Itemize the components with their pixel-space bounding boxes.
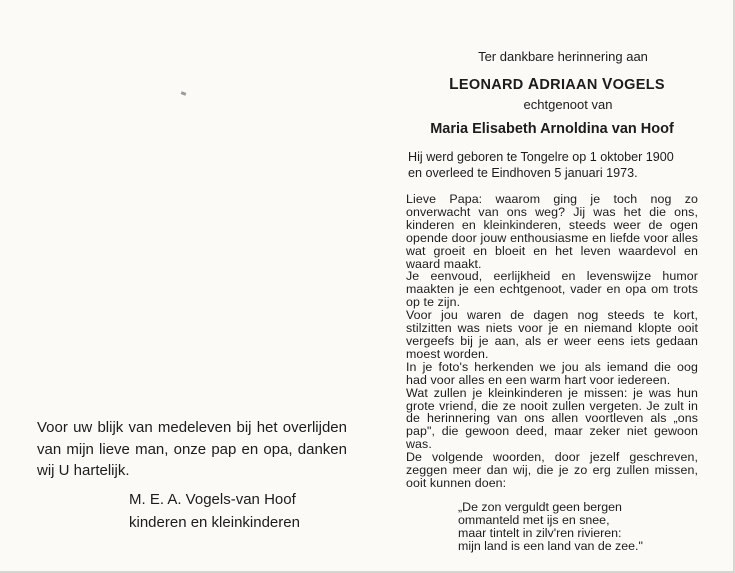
tribute-paragraph: Wat zullen je kleinkinderen je missen: je was hun grote vriend, die ze nooit zullen vergeten. Je zult in de herinnering van ons allen voortleven als „ons pap", die gewoon deed, maar zeker niet gewoon was.	[406, 385, 698, 452]
intro-line: Ter dankbare herinnering aan	[478, 49, 648, 64]
signature-name: M. E. A. Vogels-van Hoof	[129, 490, 296, 508]
tribute-paragraph: Lieve Papa: waarom ging je toch nog zo onverwacht van ons weg? Jij was het die ons, kinderen en kleinkinderen, steeds weer de ogen opende door jouw enthousiasme en liefde voor alles wat groeit en bloeit en het leven waardevol en waard maakt.	[406, 192, 698, 271]
signature-block	[37, 488, 347, 534]
poem	[458, 501, 698, 553]
death-line: en overleed te Eindhoven 5 januari 1973.	[408, 166, 638, 180]
thanks-panel	[37, 417, 347, 534]
deceased-name: LEONARD ADRIAAN VOGELS	[449, 76, 665, 93]
spouse-name: Maria Elisabeth Arnoldina van Hoof	[430, 121, 674, 137]
birth-death-text	[408, 149, 698, 181]
thanks-text: Voor uw blijk van medeleven bij het overlijden van mijn lieve man, onze pap en opa, danken wij U hartelijk.	[37, 419, 347, 479]
tribute-paragraph: Je eenvoud, eerlijkheid en levenswijze humor maakten je een echtgenoot, vader en opa om trots op te zijn.	[406, 269, 698, 310]
tribute-paragraph: In je foto's herkenden we jou als iemand die oog had voor alles en een warm hart voor iedereen.	[406, 359, 698, 387]
poem-line: „De zon verguldt geen bergen	[458, 499, 622, 514]
signature-family: kinderen en kleinkinderen	[129, 513, 300, 531]
birth-line: Hij werd geboren te Tongelre op 1 oktober 1900	[408, 150, 674, 164]
remembrance-panel	[398, 49, 698, 553]
spouse-label: echtgenoot van	[523, 97, 613, 112]
poem-line: mijn land is een land van de zee."	[458, 538, 643, 553]
poem-line: ommanteld met ijs en snee,	[458, 512, 610, 527]
tribute-text	[406, 193, 698, 490]
print-speck	[181, 91, 187, 96]
tribute-paragraph: Voor jou waren de dagen nog steeds te kort, stilzitten was niets voor je en niemand klopte ooit vergeefs bij je aan, als er weer eens iets gedaan moest worden.	[406, 308, 698, 361]
poem-line: maar tintelt in zilv'ren rivieren:	[458, 525, 622, 540]
tribute-paragraph: De volgende woorden, door jezelf geschreven, zeggen meer dan wij, die je zo erg zullen missen, ooit kunnen doen:	[406, 450, 698, 490]
